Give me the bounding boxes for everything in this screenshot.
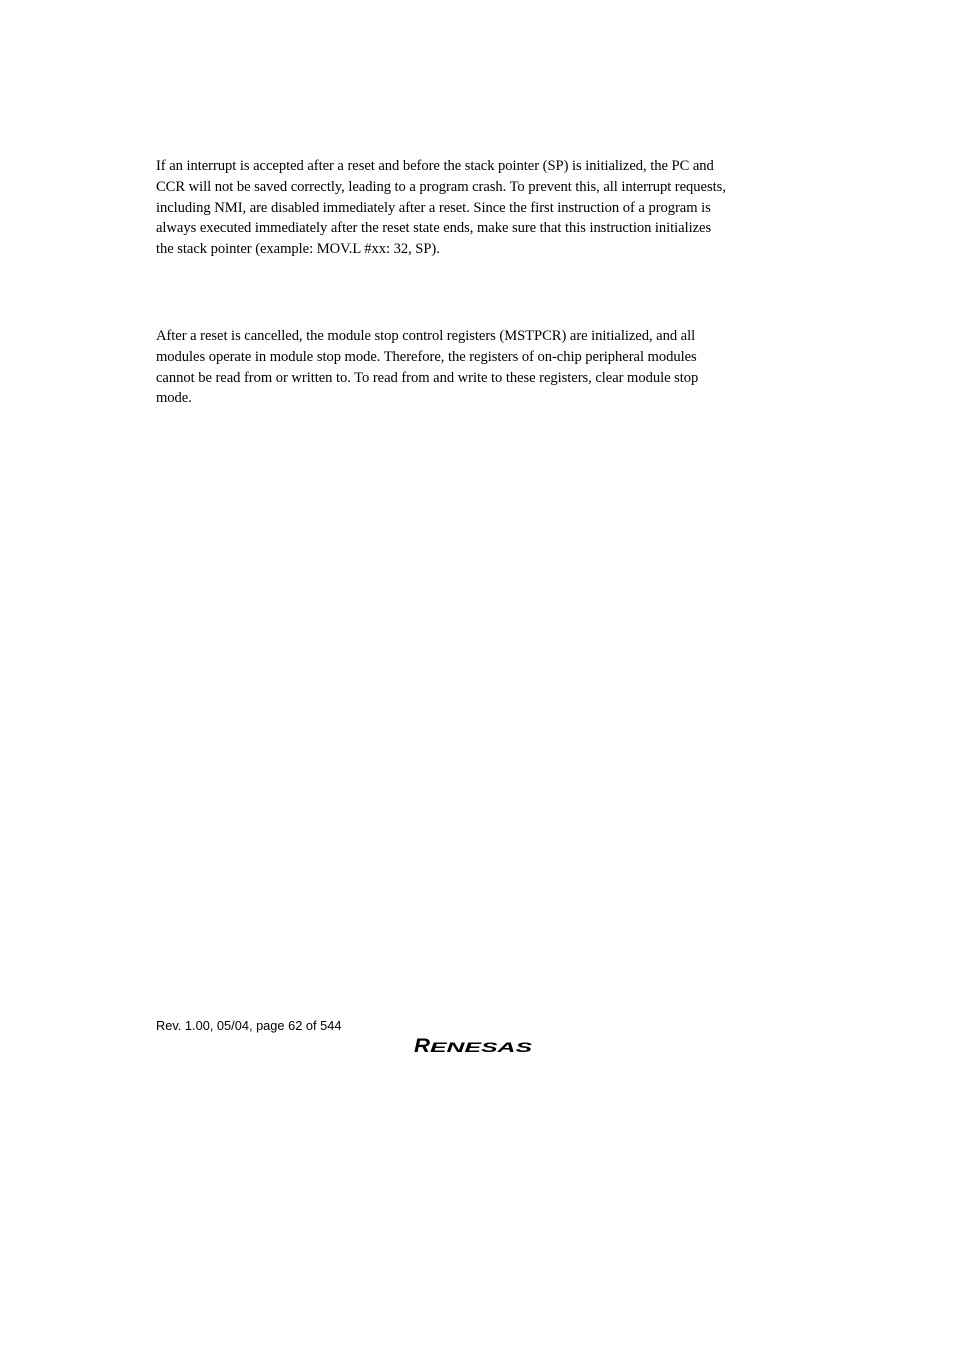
paragraph-line: modules operate in module stop mode. Therefore, the registers of on-chip peripheral modules [156,348,697,365]
paragraph-line: mode. [156,390,192,407]
svg-text:R: R [414,1036,431,1056]
paragraph-line: always executed immediately after the reset state ends, make sure that this instruction initializes [156,220,712,237]
renesas-logo [414,1036,534,1056]
module-stop-paragraph [156,326,796,409]
paragraph-line: cannot be read from or written to. To read from and write to these registers, clear module stop [156,369,699,386]
paragraph-line: CCR will not be saved correctly, leading to a program crash. To prevent this, all interrupt requests, [156,178,726,195]
paragraph-line: including NMI, are disabled immediately after a reset. Since the first instruction of a program is [156,199,711,216]
page-footer-revision: Rev. 1.00, 05/04, page 62 of 544 [156,1018,342,1033]
svg-text:ENESAS: ENESAS [430,1039,534,1055]
interrupt-reset-paragraph [156,156,796,260]
paragraph-line: If an interrupt is accepted after a reset and before the stack pointer (SP) is initialized, the PC and [156,158,714,174]
paragraph-line: the stack pointer (example: MOV.L #xx: 32, SP). [156,241,440,258]
paragraph-line: After a reset is cancelled, the module stop control registers (MSTPCR) are initialized, and all [156,328,696,344]
